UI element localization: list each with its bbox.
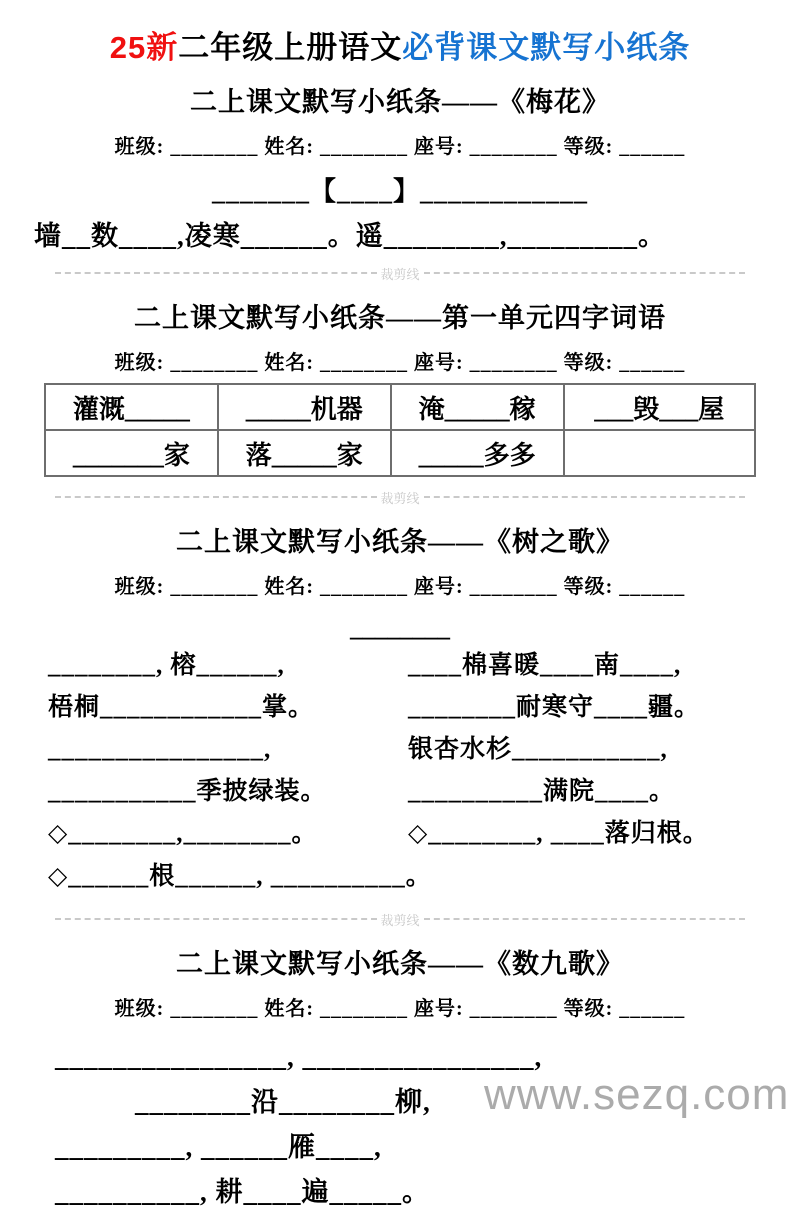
table-row: [45, 430, 755, 476]
section-shuzhige: [0, 520, 800, 899]
poem-line: _________, ______雁____,: [55, 1132, 382, 1162]
poem-line: ________, 榕______,: [48, 652, 285, 679]
cut-line: [55, 263, 745, 283]
table-cell: _____多多: [391, 430, 564, 476]
cut-line-dash: [424, 918, 746, 920]
poem-line: ________________, ________________,: [55, 1042, 543, 1072]
poem-lines: [55, 1035, 800, 1215]
poem-title-blank: ________: [350, 615, 450, 642]
table-row: [45, 384, 755, 430]
word-table: [44, 383, 756, 477]
cut-line: [55, 909, 745, 929]
poem-line: ◇________,________。: [48, 820, 318, 847]
section-sizici: [0, 296, 800, 477]
poem-line: ◇______根______, __________。: [48, 863, 432, 890]
main-title: [0, 22, 800, 67]
cut-line-label: 裁剪线: [380, 912, 420, 928]
poem-line: 墙__数____,凌寒______。遥________,_________。: [34, 221, 666, 251]
poem-line: __________满院____。: [408, 778, 676, 805]
cut-line-label: 裁剪线: [380, 490, 420, 506]
table-cell: 落_____家: [218, 430, 391, 476]
poem-line: 梧桐____________掌。: [48, 694, 315, 721]
cut-line-dash: [424, 272, 746, 274]
main-title-red: 25新: [109, 30, 179, 65]
info-line: 班级: ________ 姓名: ________ 座号: ________ 等级: ______: [114, 998, 686, 1020]
poem-line: ◇________, ____落归根。: [408, 820, 709, 847]
info-line: 班级: ________ 姓名: ________ 座号: ________ 等级: ______: [114, 352, 686, 374]
poem-title-blank-line: _______【____】____________: [211, 177, 588, 206]
cut-line-dash: [424, 496, 746, 498]
poem-columns: [48, 645, 760, 855]
table-cell: _______家: [45, 430, 218, 476]
info-line: 班级: ________ 姓名: ________ 座号: ________ 等级: ______: [114, 136, 686, 158]
poem-line: __________, 耕____遍_____。: [55, 1177, 430, 1207]
cut-line-dash: [55, 918, 377, 920]
table-cell: 灌溉_____: [45, 384, 218, 430]
info-line: 班级: ________ 姓名: ________ 座号: ________ 等级: ______: [114, 576, 686, 598]
table-cell: _____机器: [218, 384, 391, 430]
poem-column-right: [408, 645, 760, 855]
cut-line-dash: [55, 496, 377, 498]
table-cell: ___毁___屋: [564, 384, 755, 430]
worksheet-page: [0, 22, 800, 1207]
poem-line: ____棉喜暖____南____,: [408, 652, 682, 679]
cut-line: [55, 487, 745, 507]
section-title: 二上课文默写小纸条——《树之歌》: [176, 527, 624, 557]
poem-line: ________________,: [48, 736, 272, 763]
main-title-blue: 必背课文默写小纸条: [402, 30, 691, 65]
section-title: 二上课文默写小纸条——《梅花》: [190, 87, 610, 117]
site-watermark: www.sezq.com: [484, 1070, 790, 1119]
poem-line: ________沿________柳,: [135, 1087, 431, 1117]
cut-line-dash: [55, 272, 377, 274]
section-title: 二上课文默写小纸条——《数九歌》: [176, 949, 624, 979]
section-title: 二上课文默写小纸条——第一单元四字词语: [134, 303, 666, 333]
main-title-black: 二年级上册语文: [178, 30, 403, 65]
poem-column-left: [48, 645, 408, 855]
table-cell: [564, 430, 755, 476]
poem-line: ___________季披绿装。: [48, 778, 327, 805]
poem-line: 银杏水杉___________,: [408, 736, 668, 763]
cut-line-label: 裁剪线: [380, 266, 420, 282]
table-cell: 淹_____稼: [391, 384, 564, 430]
poem-line: ________耐寒守____疆。: [408, 694, 701, 721]
section-meihua: [0, 80, 800, 253]
